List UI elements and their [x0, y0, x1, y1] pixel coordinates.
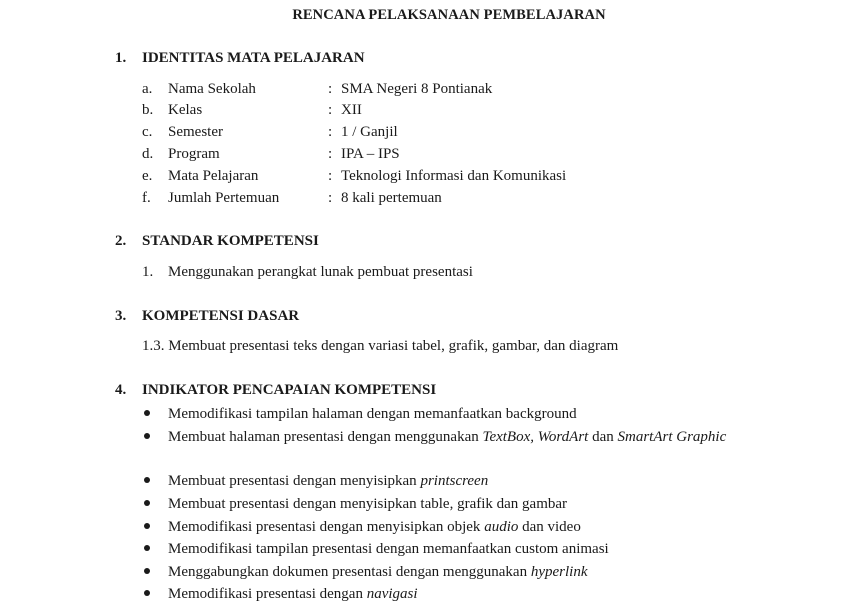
- indicator-text: Memodifikasi tampilan halaman dengan memanfaatkan background: [168, 406, 577, 422]
- section-indikator-heading: [115, 382, 436, 399]
- row-letter: c.: [142, 124, 153, 140]
- identity-row-jumlah-pertemuan: [142, 190, 442, 207]
- item-number: 1.: [142, 264, 154, 280]
- section-standar-kompetensi-heading: [115, 233, 319, 250]
- section-number: 4.: [115, 382, 127, 398]
- row-label: Nama Sekolah: [168, 81, 256, 97]
- row-letter: b.: [142, 102, 154, 118]
- indicator-text: [168, 471, 798, 492]
- indicator-item: [142, 494, 798, 515]
- indicator-item: [142, 539, 798, 560]
- text-part-italic: TextBox, WordArt: [482, 429, 589, 445]
- row-separator: :: [328, 190, 333, 206]
- text-part-italic: audio: [484, 519, 519, 535]
- kompetensi-dasar-item: 1.3. Membuat presentasi teks dengan variasi tabel, grafik, gambar, dan diagram: [142, 338, 619, 354]
- indicator-text: [168, 562, 798, 583]
- item-text: Menggunakan perangkat lunak pembuat presentasi: [168, 264, 473, 280]
- text-part-italic: SmartArt Graphic: [617, 429, 727, 445]
- row-value: 1 / Ganjil: [341, 124, 398, 140]
- row-separator: :: [328, 146, 333, 162]
- row-separator: :: [328, 81, 333, 97]
- row-letter: e.: [142, 168, 153, 184]
- row-letter: f.: [142, 190, 151, 206]
- text-part: Memodifikasi presentasi dengan: [168, 586, 367, 602]
- indicator-item: [142, 584, 798, 605]
- row-value: XII: [341, 102, 362, 118]
- section-number: 2.: [115, 233, 127, 249]
- row-value: IPA – IPS: [341, 146, 400, 162]
- text-part: Membuat halaman presentasi dengan menggunakan: [168, 429, 483, 445]
- indicator-item: [142, 517, 798, 538]
- identity-row-semester: [142, 124, 398, 141]
- identity-row-nama-sekolah: [142, 81, 492, 98]
- row-separator: :: [328, 102, 333, 118]
- text-part-italic: printscreen: [420, 473, 489, 489]
- row-label: Program: [168, 146, 220, 162]
- section-number: 1.: [115, 50, 127, 66]
- text-part: dan: [588, 429, 618, 445]
- indicator-text: [168, 584, 798, 605]
- section-kompetensi-dasar-heading: [115, 308, 299, 325]
- row-letter: a.: [142, 81, 153, 97]
- indicator-item: [142, 562, 798, 583]
- section-title: IDENTITAS MATA PELAJARAN: [142, 50, 365, 66]
- row-value: Teknologi Informasi dan Komunikasi: [341, 168, 567, 184]
- row-label: Semester: [168, 124, 223, 140]
- identity-row-mata-pelajaran: [142, 168, 566, 185]
- text-part: Memodifikasi presentasi dengan menyisipkan objek: [168, 519, 485, 535]
- text-part: Menggabungkan dokumen presentasi dengan menggunakan: [168, 564, 531, 580]
- indicator-text: [168, 517, 798, 538]
- indicator-text: Membuat presentasi dengan menyisipkan table, grafik dan gambar: [168, 496, 568, 512]
- row-separator: :: [328, 168, 333, 184]
- row-label: Mata Pelajaran: [168, 168, 259, 184]
- identity-row-kelas: [142, 102, 362, 119]
- section-identitas-heading: [115, 50, 365, 67]
- row-value: 8 kali pertemuan: [341, 190, 442, 206]
- document-title: RENCANA PELAKSANAAN PEMBELAJARAN: [292, 7, 606, 23]
- section-number: 3.: [115, 308, 127, 324]
- text-part-italic: hyperlink: [530, 564, 588, 580]
- indicator-text: Memodifikasi tampilan presentasi dengan memanfaatkan custom animasi: [168, 541, 609, 557]
- text-part: Membuat presentasi dengan menyisipkan: [168, 473, 421, 489]
- identity-row-program: [142, 146, 400, 163]
- row-value: SMA Negeri 8 Pontianak: [341, 81, 493, 97]
- text-part: dan video: [518, 519, 581, 535]
- indicator-item: [142, 427, 798, 448]
- row-letter: d.: [142, 146, 154, 162]
- text-part-italic: navigasi: [366, 586, 418, 602]
- section-title: INDIKATOR PENCAPAIAN KOMPETENSI: [142, 382, 437, 398]
- row-label: Jumlah Pertemuan: [168, 190, 280, 206]
- row-separator: :: [328, 124, 333, 140]
- standar-kompetensi-item: [142, 264, 473, 281]
- indicator-item: [142, 471, 798, 492]
- indicator-item: [142, 404, 798, 425]
- section-title: KOMPETENSI DASAR: [142, 308, 300, 324]
- section-title: STANDAR KOMPETENSI: [142, 233, 319, 249]
- row-label: Kelas: [168, 102, 203, 118]
- indicator-text: [168, 427, 798, 448]
